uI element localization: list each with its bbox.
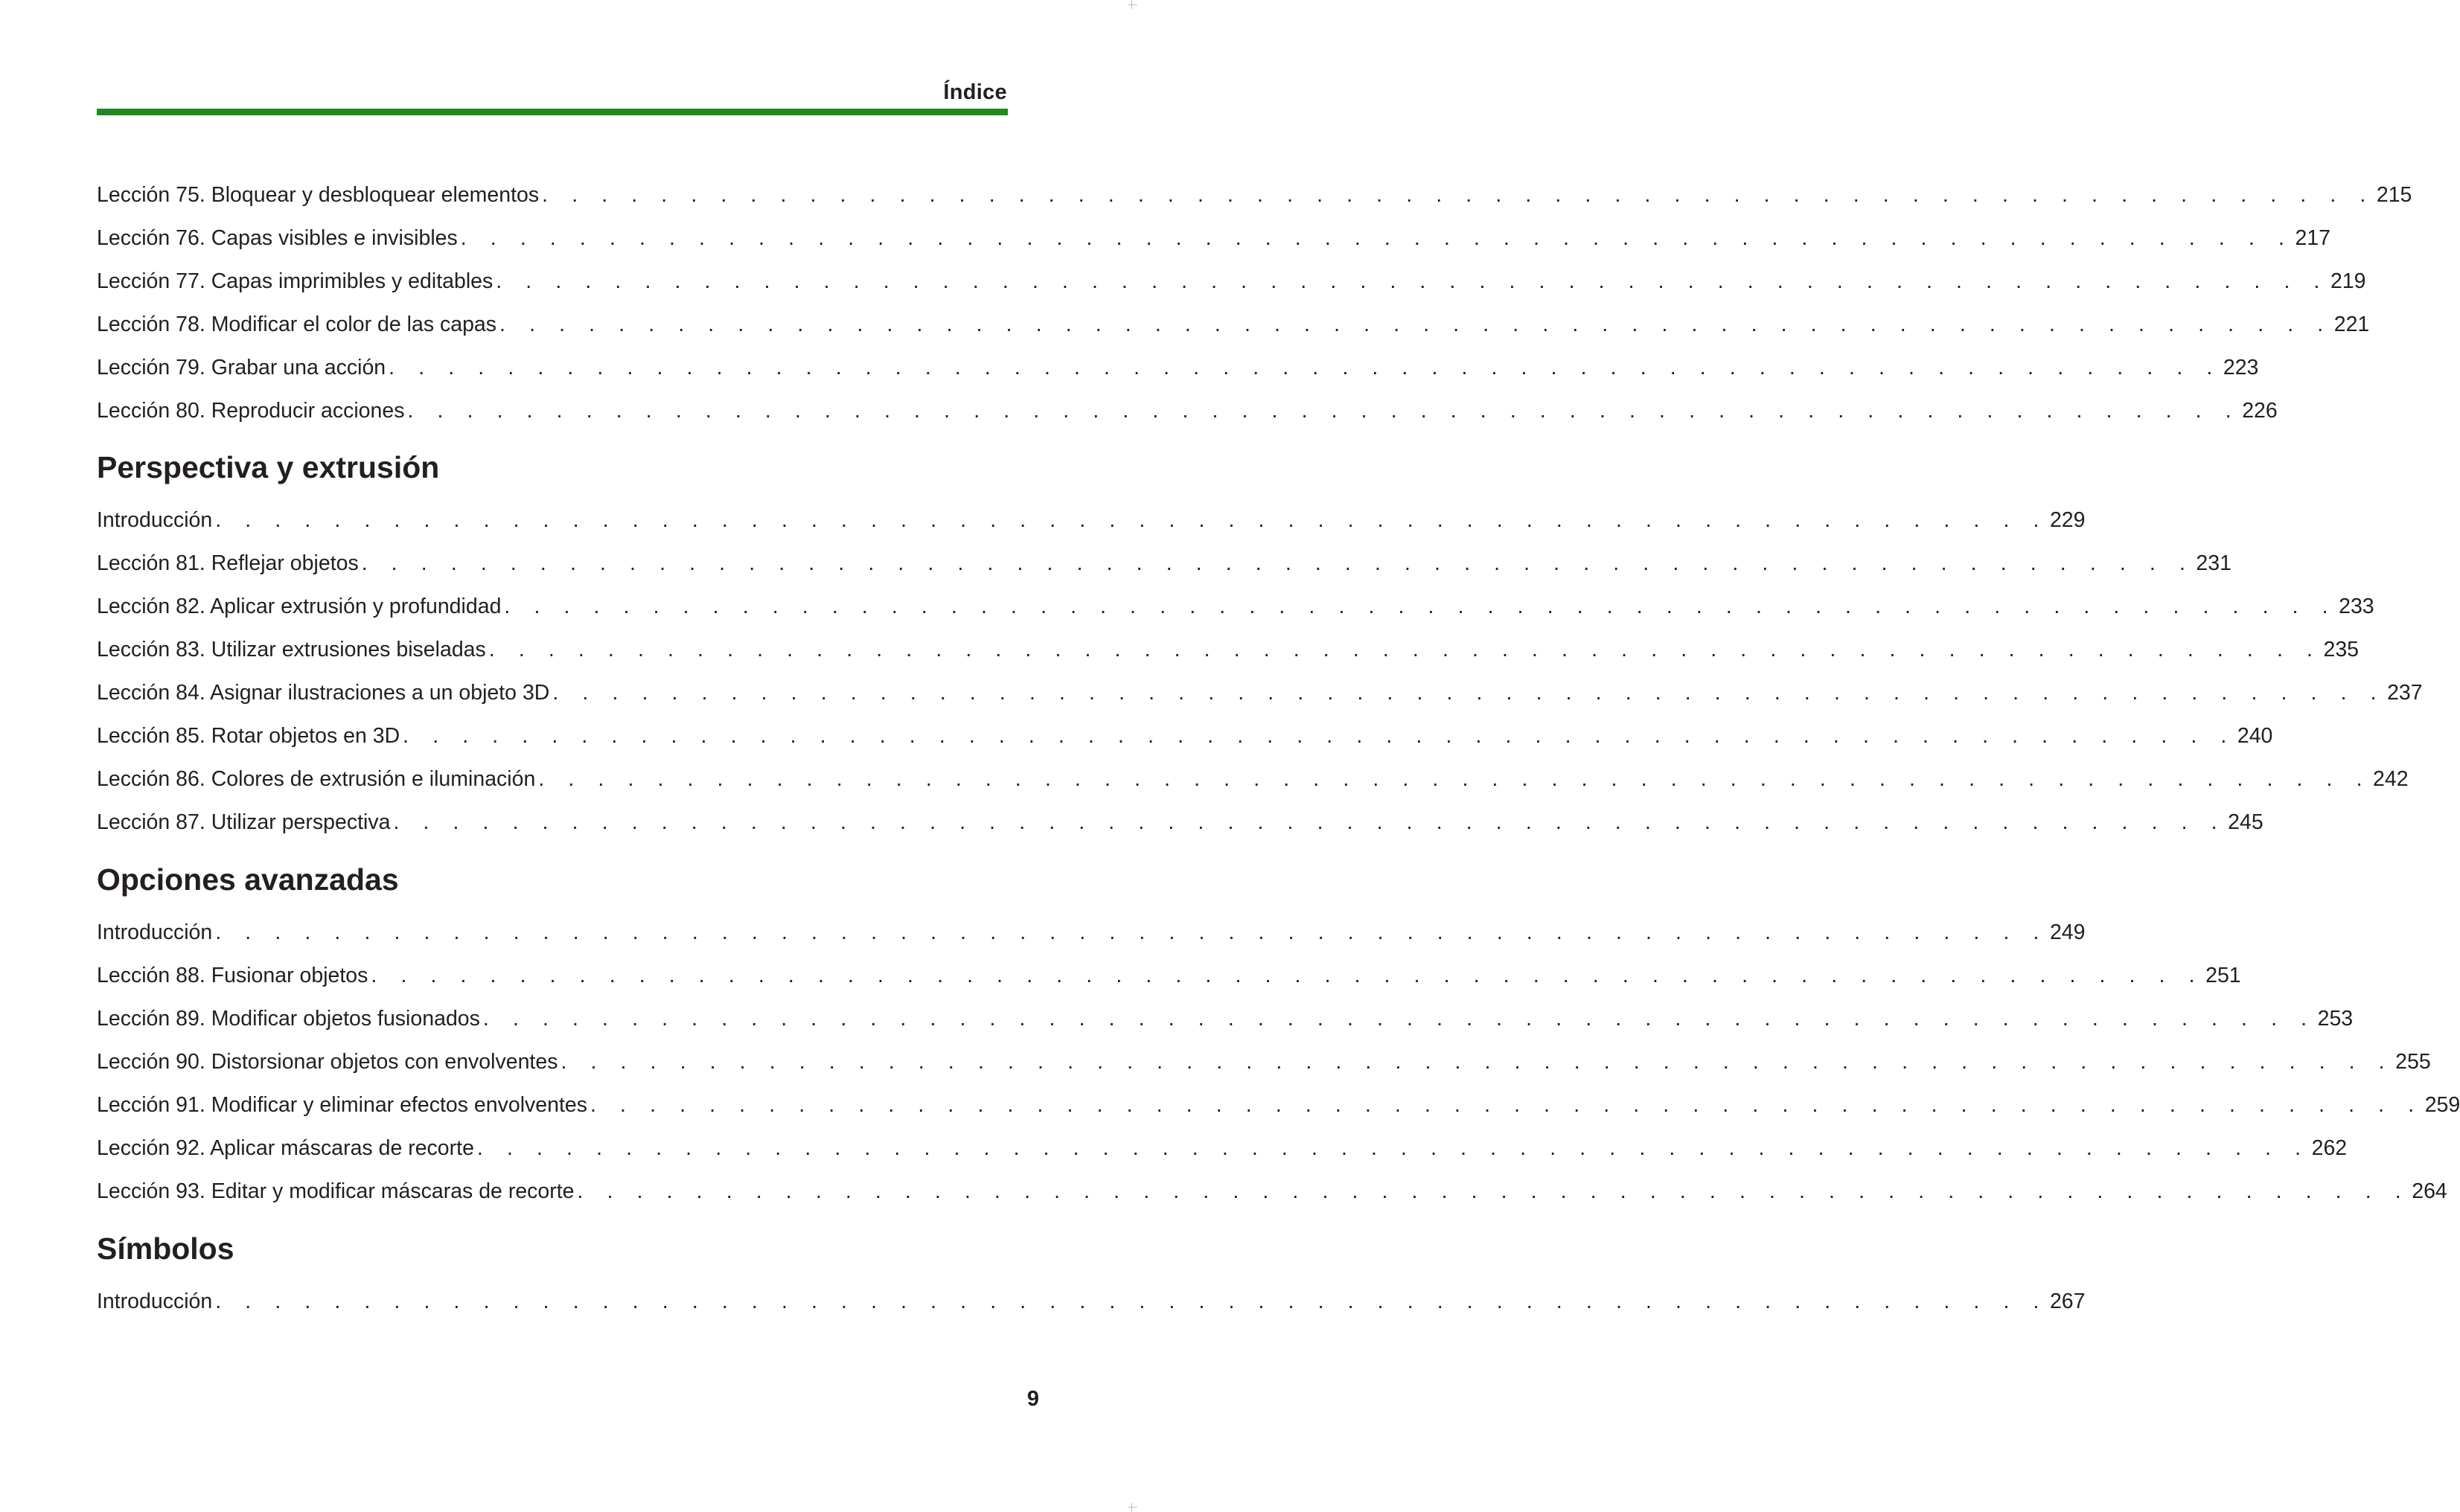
toc-entry-page: 217 bbox=[2295, 226, 2331, 250]
section-heading: Símbolos bbox=[97, 1231, 234, 1266]
toc-entry-page: 255 bbox=[2395, 1050, 2431, 1074]
toc-leader-dots: . . . . . . . . . . . . . . . . . . . . . . . . . . . . . . . . . . . . . . . . . . . . . . . . . . . . . . . . . . . . . . bbox=[460, 226, 2294, 250]
toc-entry-page: 229 bbox=[2049, 508, 2086, 532]
toc-leader-dots: . . . . . . . . . . . . . . . . . . . . . . . . . . . . . . . . . . . . . . . . . . . . . . . . . . . . . . . . . . . . . . bbox=[577, 1179, 2410, 1203]
toc-entry[interactable] bbox=[97, 807, 2263, 837]
toc-entry-label: Lección 84. Asignar ilustraciones a un objeto 3D bbox=[97, 678, 552, 708]
toc-entry-label: Lección 88. Fusionar objetos bbox=[97, 961, 371, 990]
section-heading: Perspectiva y extrusión bbox=[97, 450, 440, 484]
toc-entry-label: Lección 77. Capas imprimibles y editables bbox=[97, 266, 496, 296]
toc-entry[interactable] bbox=[97, 678, 2423, 708]
toc-entry[interactable] bbox=[97, 635, 2360, 664]
toc-entry-label: Lección 76. Capas visibles e invisibles bbox=[97, 223, 461, 253]
toc-entry[interactable] bbox=[97, 592, 2374, 621]
crop-mark bbox=[1131, 1503, 1132, 1512]
section-heading: Opciones avanzadas bbox=[97, 862, 399, 897]
toc-leader-dots: . . . . . . . . . . . . . . . . . . . . . . . . . . . . . . . . . . . . . . . . . . . . . . . . . . . . . . . . . . . . . . bbox=[482, 1007, 2316, 1031]
toc-leader-dots: . . . . . . . . . . . . . . . . . . . . . . . . . . . . . . . . . . . . . . . . . . . . . . . . . . . . . . . . . . . . . . bbox=[538, 767, 2371, 791]
toc-leader-dots: . . . . . . . . . . . . . . . . . . . . . . . . . . . . . . . . . . . . . . . . . . . . . . . . . . . . . . . . . . . . . . bbox=[496, 269, 2329, 293]
toc-entry-page: 259 bbox=[2424, 1093, 2460, 1117]
toc-entry-label: Lección 75. Bloquear y desbloquear elementos bbox=[97, 180, 542, 210]
toc-entry[interactable] bbox=[97, 353, 2259, 382]
toc-entry[interactable] bbox=[97, 180, 2412, 210]
toc-leader-dots: . . . . . . . . . . . . . . . . . . . . . . . . . . . . . . . . . . . . . . . . . . . . . . . . . . . . . . . . . . . . . . bbox=[552, 681, 2386, 705]
toc-leader-dots: . . . . . . . . . . . . . . . . . . . . . . . . . . . . . . . . . . . . . . . . . . . . . . . . . . . . . . . . . . . . . . bbox=[371, 964, 2204, 987]
toc-entry-page: 249 bbox=[2049, 920, 2086, 944]
toc-entry-page: 237 bbox=[2387, 681, 2423, 705]
toc-entry[interactable] bbox=[97, 961, 2241, 990]
toc-entry-page: 231 bbox=[2196, 551, 2231, 575]
toc-entry-label: Lección 79. Grabar una acción bbox=[97, 353, 389, 382]
toc-entry-page: 242 bbox=[2373, 767, 2409, 791]
toc-entry-label: Lección 78. Modificar el color de las capas bbox=[97, 310, 499, 339]
toc-entry-label: Lección 92. Aplicar máscaras de recorte bbox=[97, 1133, 477, 1163]
toc-entry[interactable] bbox=[97, 764, 2409, 794]
crop-mark bbox=[1128, 4, 1137, 5]
toc-leader-dots: . . . . . . . . . . . . . . . . . . . . . . . . . . . . . . . . . . . . . . . . . . . . . . . . . . . . . . . . . . . . . . bbox=[215, 1290, 2048, 1313]
toc-entry[interactable] bbox=[97, 917, 2086, 947]
toc-entry[interactable] bbox=[97, 505, 2086, 535]
toc-entry-label: Lección 83. Utilizar extrusiones biseladas bbox=[97, 635, 489, 664]
toc-entry[interactable] bbox=[97, 548, 2231, 578]
toc-entry-page: 215 bbox=[2376, 183, 2412, 207]
toc-entry-label: Lección 86. Colores de extrusión e iluminación bbox=[97, 764, 538, 794]
toc-entry-label: Lección 87. Utilizar perspectiva bbox=[97, 807, 393, 837]
toc-entry[interactable] bbox=[97, 1004, 2354, 1034]
toc-entry-label: Lección 82. Aplicar extrusión y profundidad bbox=[97, 592, 504, 621]
header-rule bbox=[97, 109, 1008, 115]
toc-leader-dots: . . . . . . . . . . . . . . . . . . . . . . . . . . . . . . . . . . . . . . . . . . . . . . . . . . . . . . . . . . . . . . bbox=[361, 551, 2194, 575]
toc-entry[interactable] bbox=[97, 266, 2366, 296]
toc-entry-page: 219 bbox=[2330, 269, 2366, 293]
toc-entry-page: 245 bbox=[2228, 810, 2263, 834]
page-number: 9 bbox=[1026, 1387, 1039, 1411]
toc-entry-label: Lección 90. Distorsionar objetos con envolventes bbox=[97, 1047, 560, 1077]
toc-leader-dots: . . . . . . . . . . . . . . . . . . . . . . . . . . . . . . . . . . . . . . . . . . . . . . . . . . . . . . . . . . . . . . bbox=[215, 508, 2048, 532]
toc-leader-dots: . . . . . . . . . . . . . . . . . . . . . . . . . . . . . . . . . . . . . . . . . . . . . . . . . . . . . . . . . . . . . . bbox=[499, 313, 2333, 336]
crop-mark bbox=[1131, 0, 1132, 9]
toc-leader-dots: . . . . . . . . . . . . . . . . . . . . . . . . . . . . . . . . . . . . . . . . . . . . . . . . . . . . . . . . . . . . . . bbox=[393, 810, 2226, 834]
toc-entry[interactable] bbox=[97, 1176, 2447, 1206]
toc-entry-label: Introducción bbox=[97, 917, 215, 947]
toc-entry-page: 223 bbox=[2223, 356, 2259, 379]
toc-entry[interactable] bbox=[97, 1090, 2460, 1120]
toc-entry-page: 264 bbox=[2412, 1179, 2447, 1203]
toc-entry-page: 253 bbox=[2317, 1007, 2354, 1031]
toc-entry-page: 240 bbox=[2237, 724, 2273, 748]
toc-leader-dots: . . . . . . . . . . . . . . . . . . . . . . . . . . . . . . . . . . . . . . . . . . . . . . . . . . . . . . . . . . . . . . bbox=[389, 356, 2222, 379]
toc-entry[interactable] bbox=[97, 223, 2331, 253]
toc-entry-page: 226 bbox=[2242, 399, 2278, 423]
toc-leader-dots: . . . . . . . . . . . . . . . . . . . . . . . . . . . . . . . . . . . . . . . . . . . . . . . . . . . . . . . . . . . . . . bbox=[215, 920, 2048, 944]
toc-leader-dots: . . . . . . . . . . . . . . . . . . . . . . . . . . . . . . . . . . . . . . . . . . . . . . . . . . . . . . . . . . . . . . bbox=[590, 1093, 2424, 1117]
toc-entry-label: Lección 81. Reflejar objetos bbox=[97, 548, 362, 578]
toc-entry-label: Lección 89. Modificar objetos fusionados bbox=[97, 1004, 483, 1034]
toc-entry-page: 221 bbox=[2333, 313, 2370, 336]
toc-entry[interactable] bbox=[97, 1047, 2431, 1077]
toc-entry-page: 251 bbox=[2205, 964, 2241, 987]
crop-mark bbox=[1128, 1507, 1137, 1508]
toc-entry[interactable] bbox=[97, 396, 2278, 426]
toc-leader-dots: . . . . . . . . . . . . . . . . . . . . . . . . . . . . . . . . . . . . . . . . . . . . . . . . . . . . . . . . . . . . . . bbox=[407, 399, 2240, 423]
running-header-title: Índice bbox=[943, 80, 1007, 104]
toc-entry-label: Lección 80. Reproducir acciones bbox=[97, 396, 408, 426]
toc-entry[interactable] bbox=[97, 1133, 2348, 1163]
toc-entry[interactable] bbox=[97, 1287, 2086, 1316]
toc-entry[interactable] bbox=[97, 721, 2273, 751]
toc-entry-label: Introducción bbox=[97, 505, 215, 535]
toc-leader-dots: . . . . . . . . . . . . . . . . . . . . . . . . . . . . . . . . . . . . . . . . . . . . . . . . . . . . . . . . . . . . . . bbox=[488, 638, 2322, 662]
toc-entry-page: 262 bbox=[2311, 1136, 2348, 1160]
toc-entry-label: Lección 85. Rotar objetos en 3D bbox=[97, 721, 403, 751]
toc-entry-label: Lección 93. Editar y modificar máscaras de recorte bbox=[97, 1176, 578, 1206]
toc-entry-label: Introducción bbox=[97, 1287, 215, 1316]
toc-leader-dots: . . . . . . . . . . . . . . . . . . . . . . . . . . . . . . . . . . . . . . . . . . . . . . . . . . . . . . . . . . . . . . bbox=[476, 1136, 2310, 1160]
toc-leader-dots: . . . . . . . . . . . . . . . . . . . . . . . . . . . . . . . . . . . . . . . . . . . . . . . . . . . . . . . . . . . . . . bbox=[560, 1050, 2394, 1074]
toc-entry-label: Lección 91. Modificar y eliminar efectos envolventes bbox=[97, 1090, 590, 1120]
toc-leader-dots: . . . . . . . . . . . . . . . . . . . . . . . . . . . . . . . . . . . . . . . . . . . . . . . . . . . . . . . . . . . . . . bbox=[542, 183, 2375, 207]
toc-entry-page: 267 bbox=[2049, 1290, 2086, 1313]
toc-leader-dots: . . . . . . . . . . . . . . . . . . . . . . . . . . . . . . . . . . . . . . . . . . . . . . . . . . . . . . . . . . . . . . bbox=[403, 724, 2236, 748]
toc-leader-dots: . . . . . . . . . . . . . . . . . . . . . . . . . . . . . . . . . . . . . . . . . . . . . . . . . . . . . . . . . . . . . . bbox=[504, 595, 2337, 618]
toc-entry-page: 233 bbox=[2339, 595, 2374, 618]
toc-entry[interactable] bbox=[97, 310, 2370, 339]
toc-entry-page: 235 bbox=[2323, 638, 2360, 662]
